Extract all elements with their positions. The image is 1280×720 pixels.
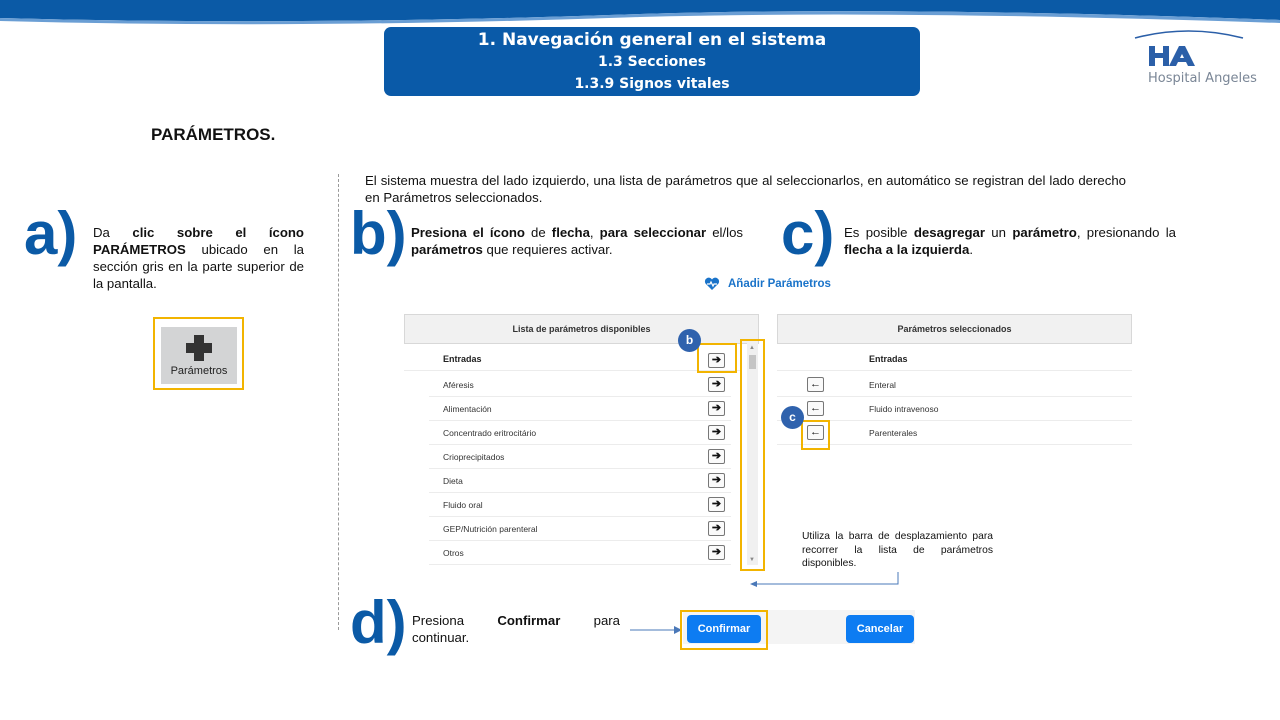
available-group-row: Entradas	[404, 347, 742, 371]
badge-c: c	[781, 406, 804, 429]
add-parameter-arrow-button[interactable]: ➔	[708, 425, 725, 440]
section-heading: PARÁMETROS.	[151, 125, 276, 144]
remove-parameter-arrow-button[interactable]: ←	[807, 401, 824, 416]
step-b-text: Presiona el ícono de flecha, para seleccionar el/los parámetros que requieres activar.	[411, 225, 744, 257]
step-d-text: Presiona Confirmar para continuar.	[412, 613, 621, 645]
page-title: 1. Navegación general en el sistema	[477, 30, 827, 50]
available-list-item	[429, 469, 731, 493]
add-parameter-arrow-button[interactable]: ➔	[708, 497, 725, 512]
selected-list-item	[777, 397, 1132, 421]
available-list-item	[429, 445, 731, 469]
add-parameter-arrow-button[interactable]: ➔	[708, 521, 725, 536]
available-item-label: Otros	[443, 548, 464, 558]
remove-parameter-arrow-button[interactable]: ←	[807, 425, 824, 440]
selected-list-item	[777, 421, 1132, 445]
parametros-icon-highlight	[153, 317, 244, 390]
scroll-note: Utiliza la barra de desplazamiento para recorrer la lista de parámetros disponibles.	[802, 531, 993, 569]
remove-parameter-arrow-button[interactable]: ←	[807, 377, 824, 392]
available-item-label: Fluido oral	[443, 500, 483, 510]
available-item-label: Dieta	[443, 476, 463, 486]
confirm-arrow-icon	[628, 624, 684, 636]
cancel-button[interactable]: Cancelar	[846, 615, 914, 643]
available-list-item	[429, 541, 731, 565]
add-parameter-arrow-button[interactable]: ➔	[708, 545, 725, 560]
section-title: 1.3 Secciones	[597, 54, 707, 70]
parametros-button[interactable]	[161, 327, 237, 384]
divider	[338, 174, 339, 630]
subsection-title: 1.3.9 Signos vitales	[574, 76, 730, 92]
confirm-highlight	[680, 610, 768, 650]
add-parameter-arrow-button[interactable]: ➔	[708, 377, 725, 392]
selected-item-label: Parenterales	[869, 428, 918, 438]
remove-arrow-highlight	[801, 420, 830, 450]
available-list-header: Lista de parámetros disponibles	[404, 314, 759, 344]
available-item-label: Alimentación	[443, 404, 492, 414]
intro-text: El sistema muestra del lado izquierdo, una lista de parámetros que al seleccionarlos, en automático se registran del lado derecho en Parámetros seleccionados.	[365, 173, 1126, 205]
available-item-label: Aféresis	[443, 380, 474, 390]
available-list-item	[429, 517, 731, 541]
badge-b: b	[678, 329, 701, 352]
scrollbar-highlight	[740, 339, 765, 571]
selected-list-item	[777, 373, 1132, 397]
available-list-item	[429, 397, 731, 421]
selected-list-header: Parámetros seleccionados	[777, 314, 1132, 344]
dialog-title: Añadir Parámetros	[704, 277, 831, 291]
confirm-button[interactable]: Confirmar	[687, 615, 761, 643]
step-a-text: Da clic sobre el ícono PARÁMETROS ubicado en la sección gris en la parte superior de la pantalla.	[93, 225, 304, 291]
selected-item-label: Enteral	[869, 380, 896, 390]
selected-group-row: Entradas	[777, 347, 1132, 371]
step-c-text: Es posible desagregar un parámetro, presionando la flecha a la izquierda.	[844, 225, 1176, 257]
parametros-button-label: Parámetros	[170, 365, 228, 377]
add-group-arrow-button[interactable]: ➔	[708, 353, 725, 368]
scroll-up-icon[interactable]: ▲	[749, 345, 755, 351]
available-list-item	[429, 493, 731, 517]
add-parameter-arrow-button[interactable]: ➔	[708, 473, 725, 488]
add-parameter-arrow-button[interactable]: ➔	[708, 449, 725, 464]
selected-item-label: Fluido intravenoso	[869, 404, 939, 414]
header-wave-band	[0, 0, 1280, 26]
available-item-label: GEP/Nutrición parenteral	[443, 524, 538, 534]
step-b-letter: b)	[350, 200, 407, 267]
scroll-note-connector	[748, 568, 900, 588]
title-banner	[384, 27, 920, 96]
add-arrow-highlight	[697, 343, 737, 373]
logo-text: Hospital Angeles	[1148, 71, 1257, 86]
available-list-item	[429, 421, 731, 445]
step-c-letter: c)	[781, 200, 835, 267]
heart-pulse-icon	[704, 277, 720, 291]
available-item-label: Concentrado eritrocitário	[443, 428, 537, 438]
available-list-item	[429, 373, 731, 397]
available-item-label: Crioprecipitados	[443, 452, 505, 462]
add-parameter-arrow-button[interactable]: ➔	[708, 401, 725, 416]
step-d-letter: d)	[350, 589, 407, 656]
step-a-letter: a)	[24, 200, 78, 267]
scroll-down-icon[interactable]: ▼	[749, 557, 755, 563]
